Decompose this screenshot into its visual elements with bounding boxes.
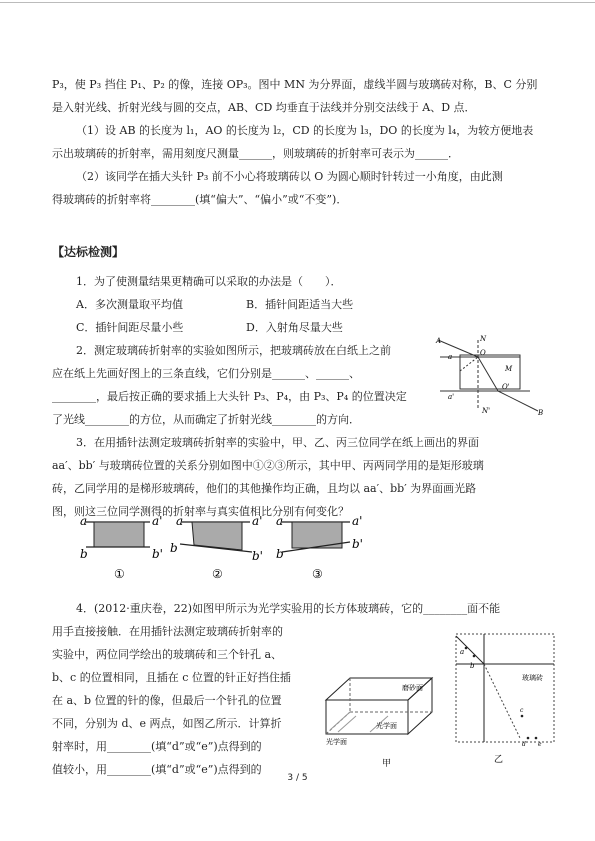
label-a-prime: a': [448, 393, 455, 401]
optical-surface-label-2: 光学面: [326, 738, 347, 746]
fig3-b-prime: b': [352, 537, 363, 551]
option-b: B．插针间距适当大些: [246, 298, 354, 311]
interface-figures: [70, 512, 363, 582]
text-line: 是入射光线、折射光线与圆的交点，AB、CD 均垂直于法线并分别交法线于 A、D 点．: [52, 101, 476, 114]
caption-jia: 甲: [382, 759, 392, 769]
label-o: O: [480, 349, 486, 357]
fig2-b-prime: b': [252, 549, 263, 563]
text-line: 射率时，用________(填“d”或“e”)点得到的: [52, 740, 262, 753]
text-line: 用手直接接触．在用插针法测定玻璃砖折射率的: [52, 625, 283, 638]
text-line: 砖，乙同学用的是梯形玻璃砖，他们的其他操作均正确，且均以 aa′、bb′ 为界面画光路: [52, 482, 477, 495]
label-n: N: [480, 335, 487, 343]
text-line: b、c 的位置相同，且插在 c 位置的针正好挡住插: [52, 671, 291, 684]
section-title: 【达标检测】: [52, 245, 125, 259]
option-d: D．入射角尽量大些: [246, 321, 343, 334]
label-n-prime: N': [482, 407, 491, 415]
fig2-a: a: [176, 514, 184, 528]
fig1-a-prime: a': [152, 514, 163, 528]
text-line: 在 a、b 位置的针的像，但最后一个针孔的位置: [52, 694, 282, 707]
text-line: 不同，分别为 d、e 两点，如图乙所示．计算折: [52, 717, 282, 730]
option-a: A．多次测量取平均值: [76, 298, 183, 311]
text-line: 4．(2012·重庆卷，22)如图甲所示为光学实验用的长方体玻璃砖，它的________面不能: [76, 602, 501, 615]
pin-d-label: d: [522, 741, 526, 748]
fig3-a: a: [276, 514, 284, 528]
fig1-b-prime: b': [152, 547, 163, 561]
text-line: 值较小，用________(填“d”或“e”)点得到的: [52, 763, 262, 776]
text-line: P₃，使 P₃ 挡住 P₁、P₂ 的像，连接 OP₃。图中 MN 为分界面，虚线半圆与玻璃砖对称，B、C 分别: [52, 78, 538, 91]
label-a-point: A: [436, 337, 442, 345]
text-line: 得玻璃砖的折射率将________(填“偏大”、“偏小”或“不变”)．: [52, 193, 348, 206]
fig2-number: ②: [212, 567, 223, 581]
text-line: （1）设 AB 的长度为 l₁，AO 的长度为 l₂，CD 的长度为 l₃，DO 的长度为 l₄，为较方便地表: [76, 124, 534, 137]
option-c: C．插针间距尽量小些: [76, 321, 184, 334]
label-b: B: [538, 409, 544, 417]
refraction-figure: [420, 335, 550, 420]
text-line: 实验中，两位同学绘出的玻璃砖和三个针孔 a、: [52, 648, 283, 661]
fig1-number: ①: [114, 567, 125, 581]
fig1-a: a: [80, 514, 88, 528]
top-rule: [0, 2, 595, 3]
fig2-a-prime: a': [252, 514, 263, 528]
pin-b-label: b: [470, 662, 475, 670]
glass-block-figure-jia: [320, 660, 440, 775]
pin-c-label: c: [520, 707, 524, 714]
glass-label: 玻璃砖: [522, 674, 543, 682]
label-m: M: [505, 365, 513, 373]
text-line: 示出玻璃砖的折射率，需用刻度尺测量______，则玻璃砖的折射率可表示为______．: [52, 147, 459, 160]
text-line: ________，最后按正确的要求插上大头针 P₃、P₄，由 P₃、P₄ 的位置决定: [52, 390, 407, 403]
optical-surface-label: 光学面: [376, 722, 397, 730]
text-line: 了光线________的方位，从而确定了折射光线________的方向．: [52, 413, 360, 426]
text-line: aa′、bb′ 与玻璃砖位置的关系分别如图中①②③所示，其中甲、丙两同学用的是矩形玻璃: [52, 459, 484, 472]
text-line: 3．在用插针法测定玻璃砖折射率的实验中，甲、乙、丙三位同学在纸上画出的界面: [76, 436, 479, 449]
fig3-b: b: [276, 547, 284, 561]
pin-a-label: a: [460, 648, 465, 656]
caption-yi: 乙: [494, 755, 504, 765]
text-line: （2）该同学在插大头针 P₃ 前不小心将玻璃砖以 O 为圆心顺时针转过一小角度，由此测: [76, 170, 503, 183]
label-a: a: [448, 353, 453, 361]
fig3-number: ③: [312, 567, 323, 581]
label-o-prime: O': [502, 383, 510, 391]
fig2-b: b: [170, 541, 178, 555]
question-stem: 1．为了使测量结果更精确可以采取的办法是（ ）．: [76, 275, 342, 288]
frosted-surface-label: 磨砂面: [402, 684, 423, 692]
fig1-b: b: [80, 547, 88, 561]
text-line: 2．测定玻璃砖折射率的实验如图所示，把玻璃砖放在白纸上之前: [76, 344, 391, 357]
pin-e-label: e: [538, 741, 542, 748]
text-line: 应在纸上先画好图上的三条直线，它们分别是______、______、: [52, 367, 360, 380]
glass-block-figure-yi: [450, 628, 560, 768]
page-number: 3 / 5: [287, 773, 308, 783]
fig3-a-prime: a': [352, 514, 363, 528]
text-line: 图，则这三位同学测得的折射率与真实值相比分别有何变化？: [52, 505, 349, 518]
